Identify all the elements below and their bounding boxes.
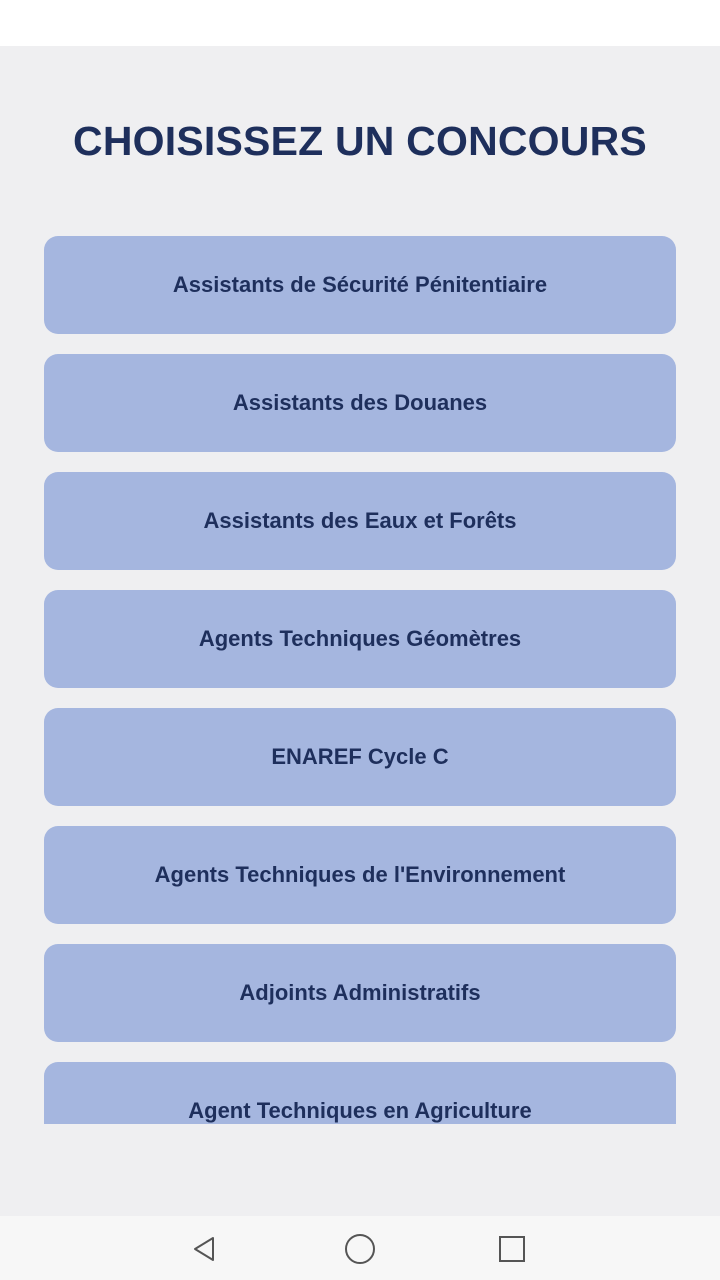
nav-back-button[interactable]: [188, 1232, 222, 1266]
home-icon: [343, 1232, 377, 1266]
contest-button-agriculture[interactable]: [44, 1062, 676, 1124]
recents-icon: [496, 1233, 528, 1265]
contest-list[interactable]: [0, 236, 720, 1124]
nav-home-button[interactable]: [343, 1232, 377, 1266]
contest-button-securite-penitentiaire[interactable]: [44, 236, 676, 334]
contest-label: Agents Techniques de l'Environnement: [154, 862, 566, 887]
navigation-bar: [0, 1216, 720, 1280]
contest-button-eaux-forets[interactable]: [44, 472, 676, 570]
contest-label: Agent Techniques en Agriculture: [188, 1098, 532, 1123]
contest-label: ENAREF Cycle C: [271, 744, 449, 769]
status-bar: [0, 0, 720, 46]
contest-button-enaref[interactable]: [44, 708, 676, 806]
contest-button-adjoints-administratifs[interactable]: [44, 944, 676, 1042]
contest-label: Assistants de Sécurité Pénitentiaire: [172, 272, 548, 297]
contest-label: Agents Techniques Géomètres: [198, 626, 522, 651]
back-icon: [189, 1233, 221, 1265]
nav-recents-button[interactable]: [495, 1232, 529, 1266]
contest-button-geometres[interactable]: [44, 590, 676, 688]
contest-button-douanes[interactable]: [44, 354, 676, 452]
contest-label: Assistants des Douanes: [232, 390, 488, 415]
contest-label: Assistants des Eaux et Forêts: [203, 508, 517, 533]
contest-label: Adjoints Administratifs: [239, 980, 481, 1005]
contest-button-environnement[interactable]: [44, 826, 676, 924]
page-title: CHOISISSEZ UN CONCOURS: [73, 118, 647, 164]
